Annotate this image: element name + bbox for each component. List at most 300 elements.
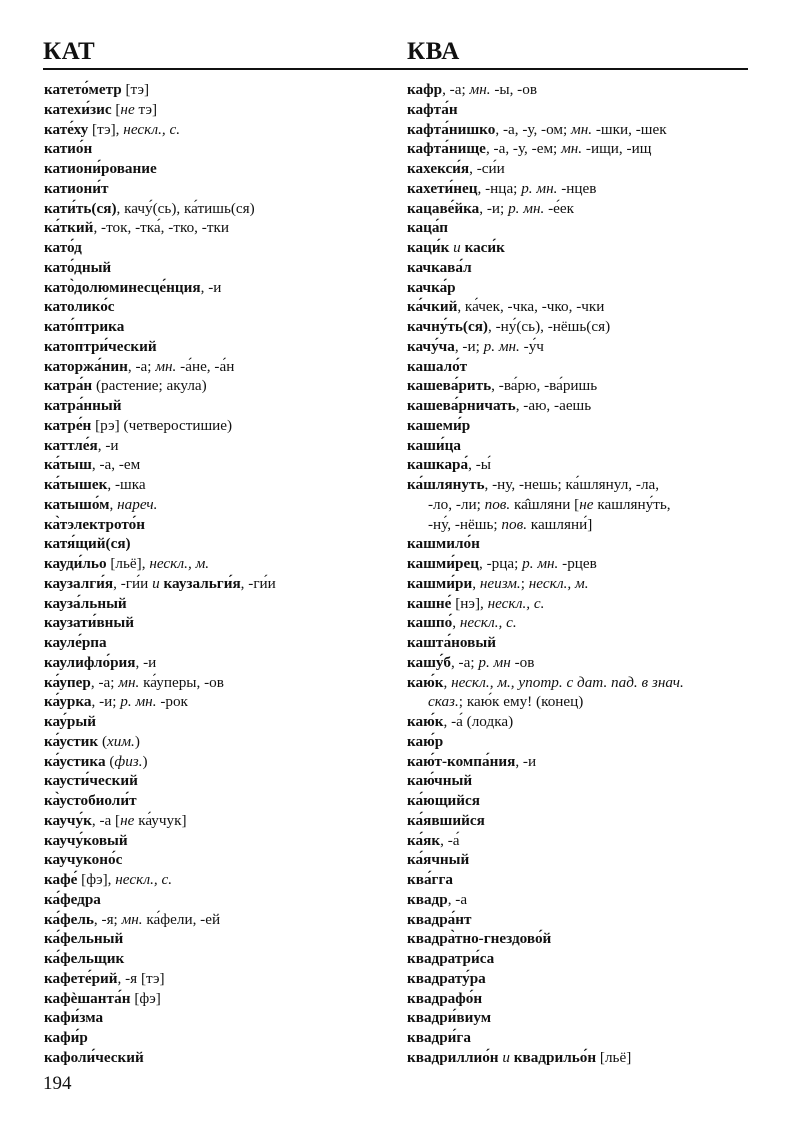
entry-text: -ищи, -ищ <box>582 140 652 158</box>
entry-text: [ <box>111 100 121 118</box>
dictionary-entry <box>44 238 394 258</box>
headword: кашева́рить <box>407 377 492 395</box>
headword: квадра́нт <box>407 910 472 928</box>
headword: каучуконо́с <box>44 851 123 869</box>
headword: квадриллио́н <box>407 1048 499 1066</box>
dictionary-entry <box>407 278 757 298</box>
entry-text: , -я [тэ] <box>117 969 165 987</box>
headword: кау́рый <box>44 713 96 730</box>
entry-text: , -нца; <box>477 179 522 197</box>
headword: каю́к <box>407 713 444 730</box>
entry-text: , -а́ <box>440 831 460 849</box>
entry-text: , -ну́(сь), -нёшь(ся) <box>487 318 611 335</box>
dictionary-entry <box>407 653 757 673</box>
dictionary-entry <box>44 673 394 693</box>
dictionary-entry <box>407 811 757 831</box>
headword: катоптри́ческий <box>44 337 157 355</box>
grammar-note: не <box>579 495 594 513</box>
dictionary-entry <box>44 376 394 396</box>
headword: католико́с <box>44 298 115 316</box>
dictionary-entry <box>44 811 394 831</box>
entry-text: -у́ч <box>519 337 544 355</box>
entry-text: , -ги́и <box>113 574 153 592</box>
dictionary-entry <box>407 436 757 456</box>
entry-text: , -и <box>135 653 157 671</box>
dictionary-entry <box>407 258 757 278</box>
dictionary-entry <box>44 969 394 989</box>
dictionary-entry <box>407 120 757 140</box>
headword: кашеми́р <box>407 416 471 434</box>
headword: каца́п <box>407 219 449 237</box>
dictionary-entry <box>407 218 757 238</box>
grammar-note: сказ. <box>428 693 459 711</box>
entry-text: , <box>452 614 460 632</box>
entry-text: , -а, -у, -ом; <box>495 120 572 138</box>
entry-text: -ов <box>510 653 535 671</box>
entry-text: кашляни́] <box>527 515 593 533</box>
dictionary-entry <box>407 139 757 159</box>
dictionary-entry <box>407 455 757 475</box>
dictionary-entry <box>44 1008 394 1028</box>
grammar-note: р. мн. <box>508 199 545 217</box>
headword: кафи́зма <box>44 1009 104 1027</box>
entry-text: , -а; <box>90 673 119 691</box>
entry-text: , качу́(сь), ка́тишь(ся) <box>116 199 255 217</box>
dictionary-entry <box>407 1028 757 1048</box>
entry-text: , -и <box>97 436 119 454</box>
dictionary-entry <box>44 752 394 772</box>
entry-text: ) <box>142 752 148 770</box>
grammar-note: нескл., м., употр. с дат. пад. в знач. <box>451 673 684 691</box>
headword: квадр <box>407 890 448 908</box>
dictionary-entry <box>407 791 757 811</box>
entry-text: , -а, -у, -ем; <box>485 140 562 158</box>
dictionary-entry <box>44 771 394 791</box>
entry-text: -а́не, -а́н <box>176 357 235 375</box>
entry-text: , -и; <box>479 199 509 217</box>
headword: катио́н <box>44 140 93 158</box>
headword: катехи́зис <box>44 100 112 118</box>
headword: качу́ча <box>407 337 455 355</box>
entry-text: -рок <box>156 693 188 711</box>
dictionary-entry <box>44 297 394 317</box>
grammar-note: и <box>453 239 461 256</box>
entry-text: , -а, -ем <box>91 456 141 474</box>
headword: катышо́м <box>44 495 110 513</box>
dictionary-entry <box>44 791 394 811</box>
entry-text: , -и; <box>454 337 484 355</box>
grammar-note: пов. <box>501 515 527 533</box>
dictionary-entry <box>44 574 394 594</box>
dictionary-entry <box>407 910 757 930</box>
entry-text: , ка́чек, -чка, -чко, -чки <box>457 298 605 316</box>
entry-text: , -шка <box>107 476 146 493</box>
grammar-note: мн. <box>469 81 491 98</box>
headword: ка́фельщик <box>44 950 125 967</box>
dictionary-entry <box>407 495 757 515</box>
headword: кафѐшанта́н <box>44 989 131 1007</box>
grammar-note: нескл., с. <box>459 614 517 632</box>
headword: качка́р <box>407 278 456 296</box>
entry-text: , -рца; <box>478 555 523 572</box>
entry-text: -ну́, -нёшь; <box>428 515 502 533</box>
headword: ка̀устобиоли́т <box>44 792 137 809</box>
dictionary-entry <box>407 317 757 337</box>
headword: кати́ть(ся) <box>44 199 117 217</box>
dictionary-entry <box>44 989 394 1009</box>
headword: кауле́рпа <box>44 634 107 651</box>
entry-text: , -и; <box>91 693 121 711</box>
right-column <box>407 80 757 1068</box>
headword: като̀долюминесце́нция <box>44 278 201 296</box>
headword: кашта́новый <box>407 634 496 651</box>
dictionary-entry <box>44 850 394 870</box>
headword: ка́явшийся <box>407 811 485 829</box>
dictionary-entry <box>407 199 757 219</box>
grammar-note: мн. <box>561 140 583 158</box>
grammar-note: неизм. <box>479 574 521 592</box>
entry-text: [фэ] <box>130 989 161 1007</box>
headword: кафи́р <box>44 1029 88 1046</box>
dictionary-entry <box>407 416 757 436</box>
dictionary-entry <box>407 1008 757 1028</box>
entry-text: -е́ек <box>544 199 575 217</box>
headword: каузалги́я <box>44 574 114 592</box>
headword: кате́ху <box>44 120 89 138</box>
headword: като́дный <box>44 258 112 276</box>
dictionary-entry <box>44 534 394 554</box>
headword: кашу́б <box>407 653 451 671</box>
headword: каттле́я <box>44 436 98 454</box>
headword: кафр <box>407 81 443 98</box>
dictionary-entry <box>44 100 394 120</box>
grammar-note: хим. <box>107 732 135 750</box>
headword: катра́н <box>44 377 93 395</box>
left-column <box>44 80 394 1068</box>
entry-text: , -я; <box>93 910 122 928</box>
entry-text: ка́фели, -ей <box>142 910 221 928</box>
headword: ква́гга <box>407 871 453 888</box>
dictionary-entry <box>407 337 757 357</box>
headword: ка́устик <box>44 732 99 750</box>
headword: катя́щий(ся) <box>44 535 131 553</box>
headword: каузальги́я <box>163 574 241 592</box>
grammar-note: р. мн. <box>120 693 157 711</box>
dictionary-entry <box>44 416 394 436</box>
entry-text: [нэ], <box>451 594 488 612</box>
dictionary-entry <box>44 495 394 515</box>
dictionary-entry <box>44 910 394 930</box>
grammar-note: мн. <box>121 910 143 928</box>
headword: кауди́льо <box>44 555 107 572</box>
dictionary-entry <box>407 1048 757 1068</box>
dictionary-entry <box>44 929 394 949</box>
grammar-note: и <box>152 574 160 592</box>
dictionary-entry <box>44 515 394 535</box>
dictionary-entry <box>407 989 757 1009</box>
entry-text: , -си́и <box>469 160 505 177</box>
dictionary-entry <box>44 594 394 614</box>
entry-text: , -ток, -тка́, -тко, -тки <box>93 219 229 237</box>
dictionary-entry <box>44 337 394 357</box>
headword: кацаве́йка <box>407 199 480 217</box>
entry-text: [льё] <box>596 1048 632 1066</box>
headword: ка́устика <box>44 752 106 770</box>
grammar-note: р. мн. <box>522 555 559 572</box>
dictionary-entry <box>407 376 757 396</box>
entry-text: -шки, -шек <box>592 120 667 138</box>
grammar-note: р. мн. <box>521 179 558 197</box>
grammar-note: мн. <box>155 357 177 375</box>
headword: ка́ющийся <box>407 792 481 809</box>
dictionary-entry <box>44 1048 394 1068</box>
page-header <box>43 38 748 68</box>
dictionary-entry <box>407 949 757 969</box>
headword: кашми́рец <box>407 555 479 572</box>
entry-text: , -а́ (лодка) <box>443 713 514 730</box>
headword: като́птрика <box>44 318 125 335</box>
dictionary-entry <box>44 455 394 475</box>
grammar-note: мн. <box>571 120 593 138</box>
dictionary-entry <box>407 673 757 693</box>
entry-text: , -ва́рю, -ва́ришь <box>491 377 598 395</box>
headword: кафоли́ческий <box>44 1048 144 1066</box>
dictionary-entry <box>44 80 394 100</box>
headword: ка́фельный <box>44 930 124 948</box>
headword: кафете́рий <box>44 969 118 987</box>
dictionary-entry <box>44 732 394 752</box>
headword: ка́шлянуть <box>407 476 485 493</box>
entry-text: , -и <box>515 752 537 770</box>
headword: кашне́ <box>407 594 452 612</box>
entry-text: , -а; <box>442 81 470 98</box>
headword: каю́т-компа́ния <box>407 752 516 770</box>
dictionary-entry <box>407 594 757 614</box>
grammar-note: нескл., с. <box>123 120 181 138</box>
dictionary-entry <box>44 199 394 219</box>
dictionary-entry <box>407 159 757 179</box>
headword: ка́як <box>407 831 441 849</box>
dictionary-entry <box>44 139 394 159</box>
headword: кахети́нец <box>407 179 478 197</box>
dictionary-entry <box>44 554 394 574</box>
dictionary-entry <box>44 712 394 732</box>
headword: катето́метр <box>44 81 122 98</box>
entry-text: (растение; акула) <box>92 377 207 395</box>
headword: ка́тышек <box>44 476 108 493</box>
entry-text: , -ы́ <box>468 456 491 474</box>
entry-text: [тэ], <box>88 120 124 138</box>
dictionary-entry <box>407 732 757 752</box>
dictionary-entry <box>44 179 394 199</box>
headword: кафта́нишко <box>407 120 496 138</box>
entry-text: -ло, -ли; <box>428 495 485 513</box>
headword: каши́ца <box>407 436 462 454</box>
headword: кауза́льный <box>44 594 127 612</box>
headword: кашми́ри <box>407 574 473 592</box>
headword: каусти́ческий <box>44 772 138 790</box>
entry-text: тэ] <box>134 100 158 118</box>
dictionary-entry <box>407 771 757 791</box>
dictionary-entry <box>44 613 394 633</box>
entry-text: [рэ] (четверостишие) <box>91 416 233 434</box>
headword: каучу́к <box>44 811 92 829</box>
grammar-note: не <box>120 100 135 118</box>
entry-text: , <box>443 673 452 691</box>
entry-text: ) <box>134 732 140 750</box>
entry-text: ка́уперы, -ов <box>139 673 224 691</box>
header-rule <box>43 68 748 70</box>
headword: ка́урка <box>44 693 92 711</box>
grammar-note: нескл., с. <box>115 871 173 888</box>
grammar-note: нескл., м. <box>149 555 210 572</box>
dictionary-entry <box>44 1028 394 1048</box>
headword: кахекси́я <box>407 160 470 177</box>
entry-text: , -аю, -аешь <box>515 397 592 414</box>
dictionary-entry <box>407 80 757 100</box>
dictionary-entry <box>407 297 757 317</box>
dictionary-entry <box>407 534 757 554</box>
dictionary-entry <box>407 870 757 890</box>
dictionary-entry <box>407 554 757 574</box>
entry-text: ; каю́к ему! (конец) <box>458 693 584 711</box>
entry-text: ; <box>520 574 529 592</box>
grammar-note: мн. <box>118 673 140 691</box>
headword: ка́упер <box>44 673 91 691</box>
headword: ка́чкий <box>407 298 458 316</box>
dictionary-entry <box>44 692 394 712</box>
entry-text: [льё], <box>106 555 150 572</box>
headword: квадрильо́н <box>513 1048 597 1066</box>
dictionary-entry <box>407 179 757 199</box>
headword: като́д <box>44 239 82 256</box>
entry-text: -ы, -ов <box>490 81 538 98</box>
entry-text: ( <box>105 752 115 770</box>
dictionary-entry <box>407 475 757 495</box>
entry-text: , -а; <box>127 357 156 375</box>
headword: каю́к <box>407 673 444 691</box>
left-guide-word: КАТ <box>43 38 96 65</box>
headword: каузати́вный <box>44 614 135 632</box>
entry-text: -рцев <box>558 555 597 572</box>
headword: каци́к <box>407 239 450 256</box>
headword: ка́тыш <box>44 456 92 474</box>
dictionary-entry <box>44 475 394 495</box>
headword: кашева́рничать <box>407 397 516 414</box>
dictionary-entry <box>407 633 757 653</box>
headword: каулифло́рия <box>44 653 136 671</box>
dictionary-entry <box>44 278 394 298</box>
headword: каси́к <box>464 239 505 256</box>
dictionary-entry <box>44 653 394 673</box>
entry-text: ка̂шляни [ <box>510 495 580 513</box>
dictionary-entry <box>44 159 394 179</box>
headword: качкава́л <box>407 258 472 276</box>
dictionary-entry <box>407 100 757 120</box>
entry-text: кашляну́ть, <box>593 495 671 513</box>
headword: каю́р <box>407 732 444 750</box>
dictionary-entry <box>407 752 757 772</box>
headword: квадри́виум <box>407 1009 492 1027</box>
page-number: 194 <box>43 1073 72 1094</box>
entry-text: , -ну, -нешь; ка́шлянул, -ла, <box>484 476 660 493</box>
headword: ка́федра <box>44 890 101 908</box>
headword: квадрафо́н <box>407 989 483 1007</box>
dictionary-entry <box>44 357 394 377</box>
entry-text: , <box>472 574 480 592</box>
headword: кашкара́ <box>407 456 469 474</box>
headword: каю́чный <box>407 772 473 790</box>
entry-text: , -и <box>200 278 222 296</box>
grammar-note: р. мн <box>478 653 511 671</box>
dictionary-entry <box>407 929 757 949</box>
grammar-note: физ. <box>114 752 143 770</box>
dictionary-entry <box>407 692 757 712</box>
headword: кашпо́ <box>407 614 453 632</box>
entry-text: , -а [ <box>91 811 121 829</box>
headword: ка́ткий <box>44 219 94 237</box>
entry-text: , <box>109 495 118 513</box>
dictionary-entry <box>407 357 757 377</box>
headword: квадрату́ра <box>407 969 486 987</box>
headword: кафе́ <box>44 871 78 888</box>
headword: квадри́га <box>407 1029 471 1046</box>
dictionary-entry <box>407 969 757 989</box>
grammar-note: р. мн. <box>483 337 520 355</box>
grammar-note: нареч. <box>117 495 158 513</box>
right-guide-word: КВА <box>407 38 460 65</box>
headword: квадра̀тно-гнездово́й <box>407 930 552 948</box>
headword: катиони́т <box>44 179 109 197</box>
headword: кафта́н <box>407 100 458 118</box>
dictionary-entry <box>44 317 394 337</box>
dictionary-entry <box>407 238 757 258</box>
grammar-note: пов. <box>484 495 511 513</box>
headword: каторжа́нин <box>44 357 128 375</box>
entry-text: [тэ] <box>121 81 150 98</box>
headword: кашало́т <box>407 357 468 375</box>
dictionary-entry <box>44 633 394 653</box>
dictionary-entry <box>44 436 394 456</box>
dictionary-entry <box>407 396 757 416</box>
grammar-note: нескл., с. <box>487 594 545 612</box>
headword: качну́ть(ся) <box>407 318 488 335</box>
headword: кафта́нище <box>407 140 486 158</box>
entry-text: ( <box>98 732 108 750</box>
dictionary-entry <box>44 890 394 910</box>
dictionary-entry <box>44 831 394 851</box>
dictionary-entry <box>44 870 394 890</box>
grammar-note: и <box>502 1048 510 1066</box>
headword: ка́фель <box>44 910 94 928</box>
dictionary-entry <box>407 831 757 851</box>
grammar-note: нескл., м. <box>528 574 589 592</box>
headword: катре́н <box>44 416 92 434</box>
headword: катра́нный <box>44 397 122 414</box>
dictionary-entry <box>407 890 757 910</box>
dictionary-entry <box>407 574 757 594</box>
headword: ка́ячный <box>407 851 470 869</box>
dictionary-entry <box>44 949 394 969</box>
headword: каучу́ковый <box>44 831 128 849</box>
entry-text: , -а; <box>450 653 479 671</box>
dictionary-entry <box>44 120 394 140</box>
entry-text: , -ги́и <box>240 574 276 592</box>
entry-text: ка́учук] <box>134 811 187 829</box>
dictionary-entry <box>407 613 757 633</box>
headword: катиони́рование <box>44 160 157 177</box>
dictionary-entry <box>407 712 757 732</box>
